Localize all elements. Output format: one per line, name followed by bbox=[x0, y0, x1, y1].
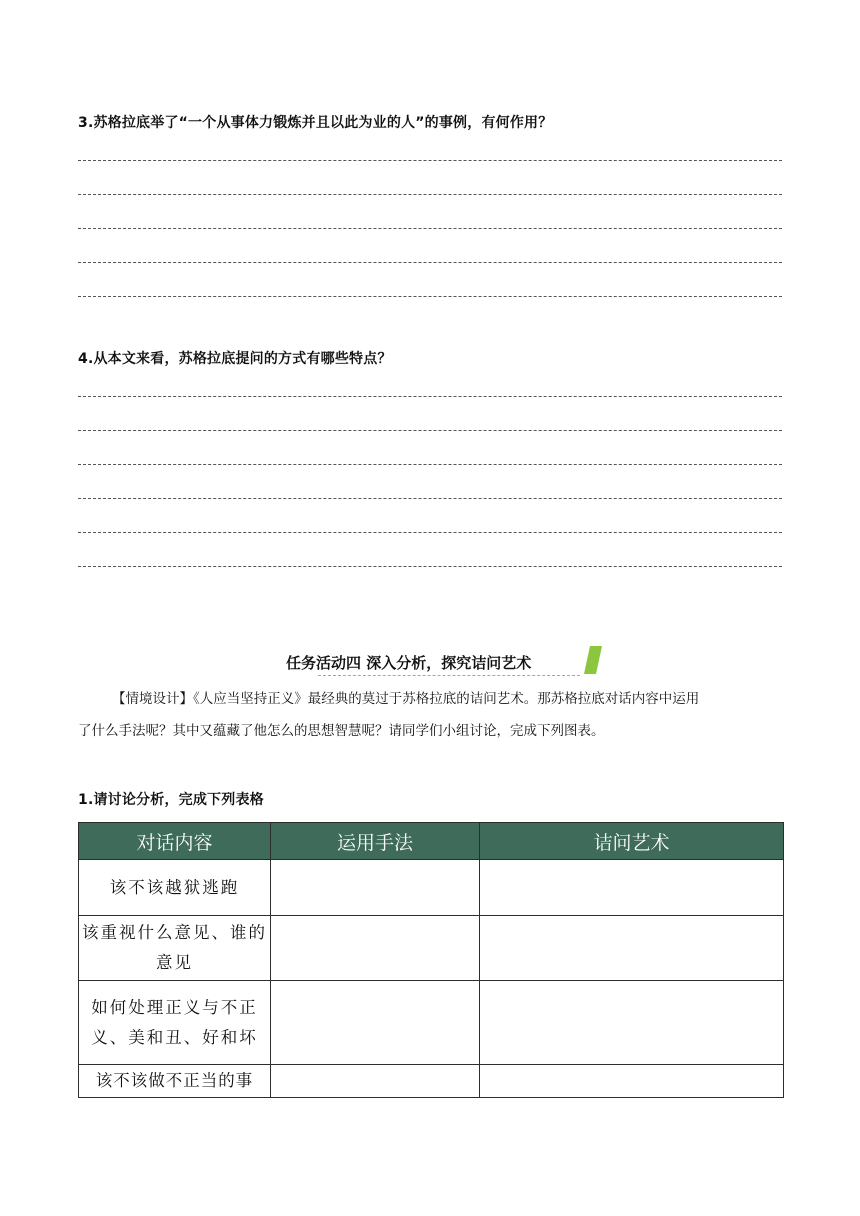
analysis-table-wrapper bbox=[78, 822, 783, 1098]
answer-line[interactable] bbox=[78, 194, 782, 195]
answer-line[interactable] bbox=[78, 430, 782, 431]
task-title: 任务活动四 深入分析，探究诘问艺术 bbox=[286, 654, 532, 672]
cell-art-input[interactable] bbox=[480, 1065, 784, 1098]
answer-line[interactable] bbox=[78, 228, 782, 229]
cell-technique-input[interactable] bbox=[271, 1065, 480, 1098]
context-line-2: 了什么手法呢？其中又蕴藏了他怎么的思想智慧呢？请同学们小组讨论，完成下列图表。 bbox=[78, 723, 605, 739]
cell-dialogue: 该不该做不正当的事 bbox=[79, 1065, 271, 1098]
cell-art-input[interactable] bbox=[480, 916, 784, 981]
answer-line[interactable] bbox=[78, 566, 782, 567]
header-technique: 运用手法 bbox=[271, 823, 480, 860]
analysis-table bbox=[78, 822, 784, 1098]
table-question: 1.请讨论分析，完成下列表格 bbox=[78, 792, 264, 808]
answer-line[interactable] bbox=[78, 262, 782, 263]
answer-line[interactable] bbox=[78, 464, 782, 465]
cell-technique-input[interactable] bbox=[271, 916, 480, 981]
table-row bbox=[79, 1065, 784, 1098]
answer-line[interactable] bbox=[78, 498, 782, 499]
table-row bbox=[79, 916, 784, 981]
question-4: 4.从本文来看，苏格拉底提问的方式有哪些特点？ bbox=[78, 351, 392, 367]
table-row bbox=[79, 860, 784, 916]
task-title-underline bbox=[318, 675, 580, 676]
answer-line[interactable] bbox=[78, 396, 782, 397]
answer-line[interactable] bbox=[78, 296, 782, 297]
table-row bbox=[79, 981, 784, 1065]
cell-dialogue: 如何处理正义与不正义、美和丑、好和坏 bbox=[79, 981, 271, 1065]
header-dialogue-content: 对话内容 bbox=[79, 823, 271, 860]
flag-icon bbox=[584, 646, 602, 674]
table-header-row bbox=[79, 823, 784, 860]
cell-technique-input[interactable] bbox=[271, 981, 480, 1065]
header-questioning-art: 诘问艺术 bbox=[480, 823, 784, 860]
cell-dialogue: 该不该越狱逃跑 bbox=[79, 860, 271, 916]
answer-line[interactable] bbox=[78, 532, 782, 533]
cell-technique-input[interactable] bbox=[271, 860, 480, 916]
cell-dialogue: 该重视什么意见、谁的意见 bbox=[79, 916, 271, 981]
cell-art-input[interactable] bbox=[480, 981, 784, 1065]
answer-line[interactable] bbox=[78, 160, 782, 161]
context-line-1: 【情境设计】《人应当坚持正义》最经典的莫过于苏格拉底的诘问艺术。那苏格拉底对话内容中运用 bbox=[112, 691, 700, 707]
cell-art-input[interactable] bbox=[480, 860, 784, 916]
question-3: 3.苏格拉底举了“一个从事体力锻炼并且以此为业的人”的事例，有何作用？ bbox=[78, 115, 553, 131]
